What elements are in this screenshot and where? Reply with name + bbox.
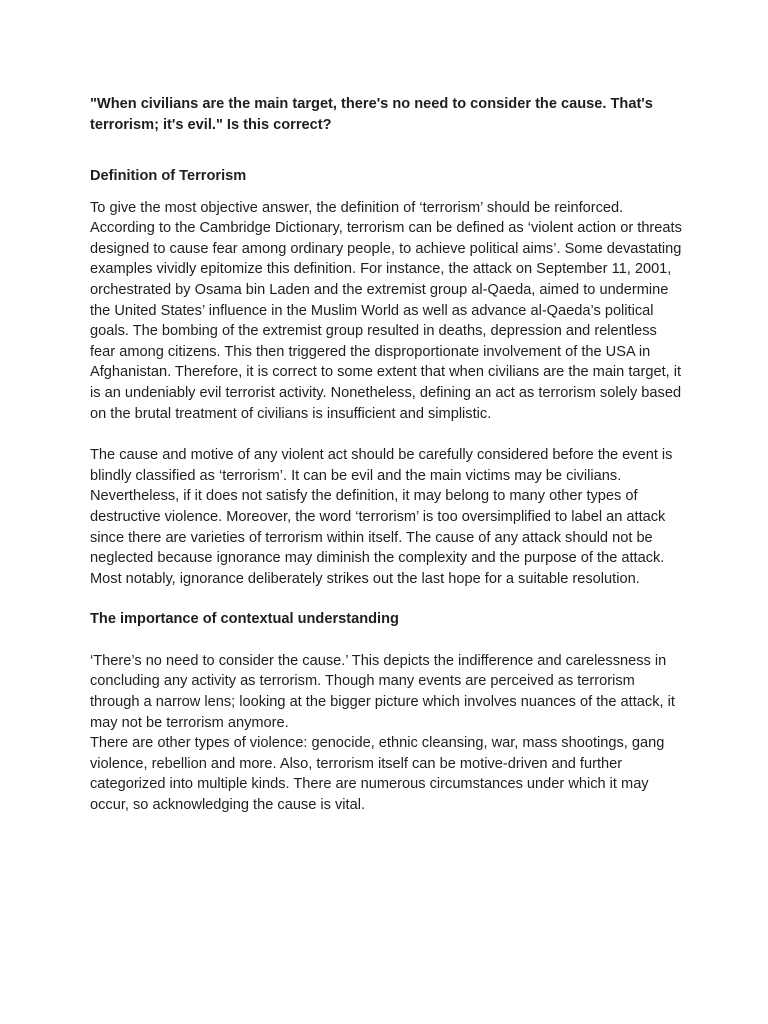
paragraph-definition: To give the most objective answer, the definition of ‘terrorism’ should be reinforced. According to the Cambridge Dictionary, terrorism can be defined as ‘violent action or threats designed to cause fear among ordinary people, to achieve political aims’. Some devastating examples vividly epitomize this definition. For instance, the attack on September 11, 2001, orchestrated by Osama bin Laden and the extremist group al-Qaeda, aimed to undermine the United States’ influence in the Muslim World as well as advance al-Qaeda’s political goals. The bombing of the extremist group resulted in deaths, depression and relentless fear among citizens. This then triggered the disproportionate involvement of the USA in Afghanistan. Therefore, it is correct to some extent that when civilians are the main target, it is an undeniably evil terrorist activity. Nonetheless, defining an act as terrorism solely based on the brutal treatment of civilians is insufficient and simplistic.: [90, 199, 682, 422]
section-heading-definition: Definition of Terrorism: [90, 168, 247, 184]
paragraph-no-need-to-consider-cause: ‘There’s no need to consider the cause.’ This depicts the indifference and carelessness in concluding any activity as terrorism. Though many events are perceived as terrorism through a narrow lens; looking at the bigger picture which involves nuances of the attack, it may not be terrorism anymore.: [90, 652, 675, 731]
essay-question: "When civilians are the main target, there's no need to consider the cause. That's terrorism; it's evil." Is this correct?: [90, 96, 653, 133]
document-body: [90, 94, 682, 816]
section-heading-contextual-understanding: The importance of contextual understanding: [90, 611, 399, 628]
paragraph-cause-and-motive: The cause and motive of any violent act should be carefully considered before the event is blindly classified as ‘terrorism’. It can be evil and the main victims may be civilians. Nevertheless, if it does not satisfy the definition, it may belong to many other types of destructive violence. Moreover, the word ‘terrorism’ is too oversimplified to label an attack since there are varieties of terrorism within itself. The cause of any attack should not be neglected because ignorance may diminish the complexity and the purpose of the attack. Most notably, ignorance deliberately strikes out the last hope for a suitable resolution.: [90, 447, 673, 587]
paragraph-other-types-of-violence: There are other types of violence: genocide, ethnic cleansing, war, mass shootings, gang violence, rebellion and more. Also, terrorism itself can be motive-driven and further categorized into multiple kinds. There are numerous circumstances under which it may occur, so acknowledging the cause is vital.: [90, 735, 665, 814]
